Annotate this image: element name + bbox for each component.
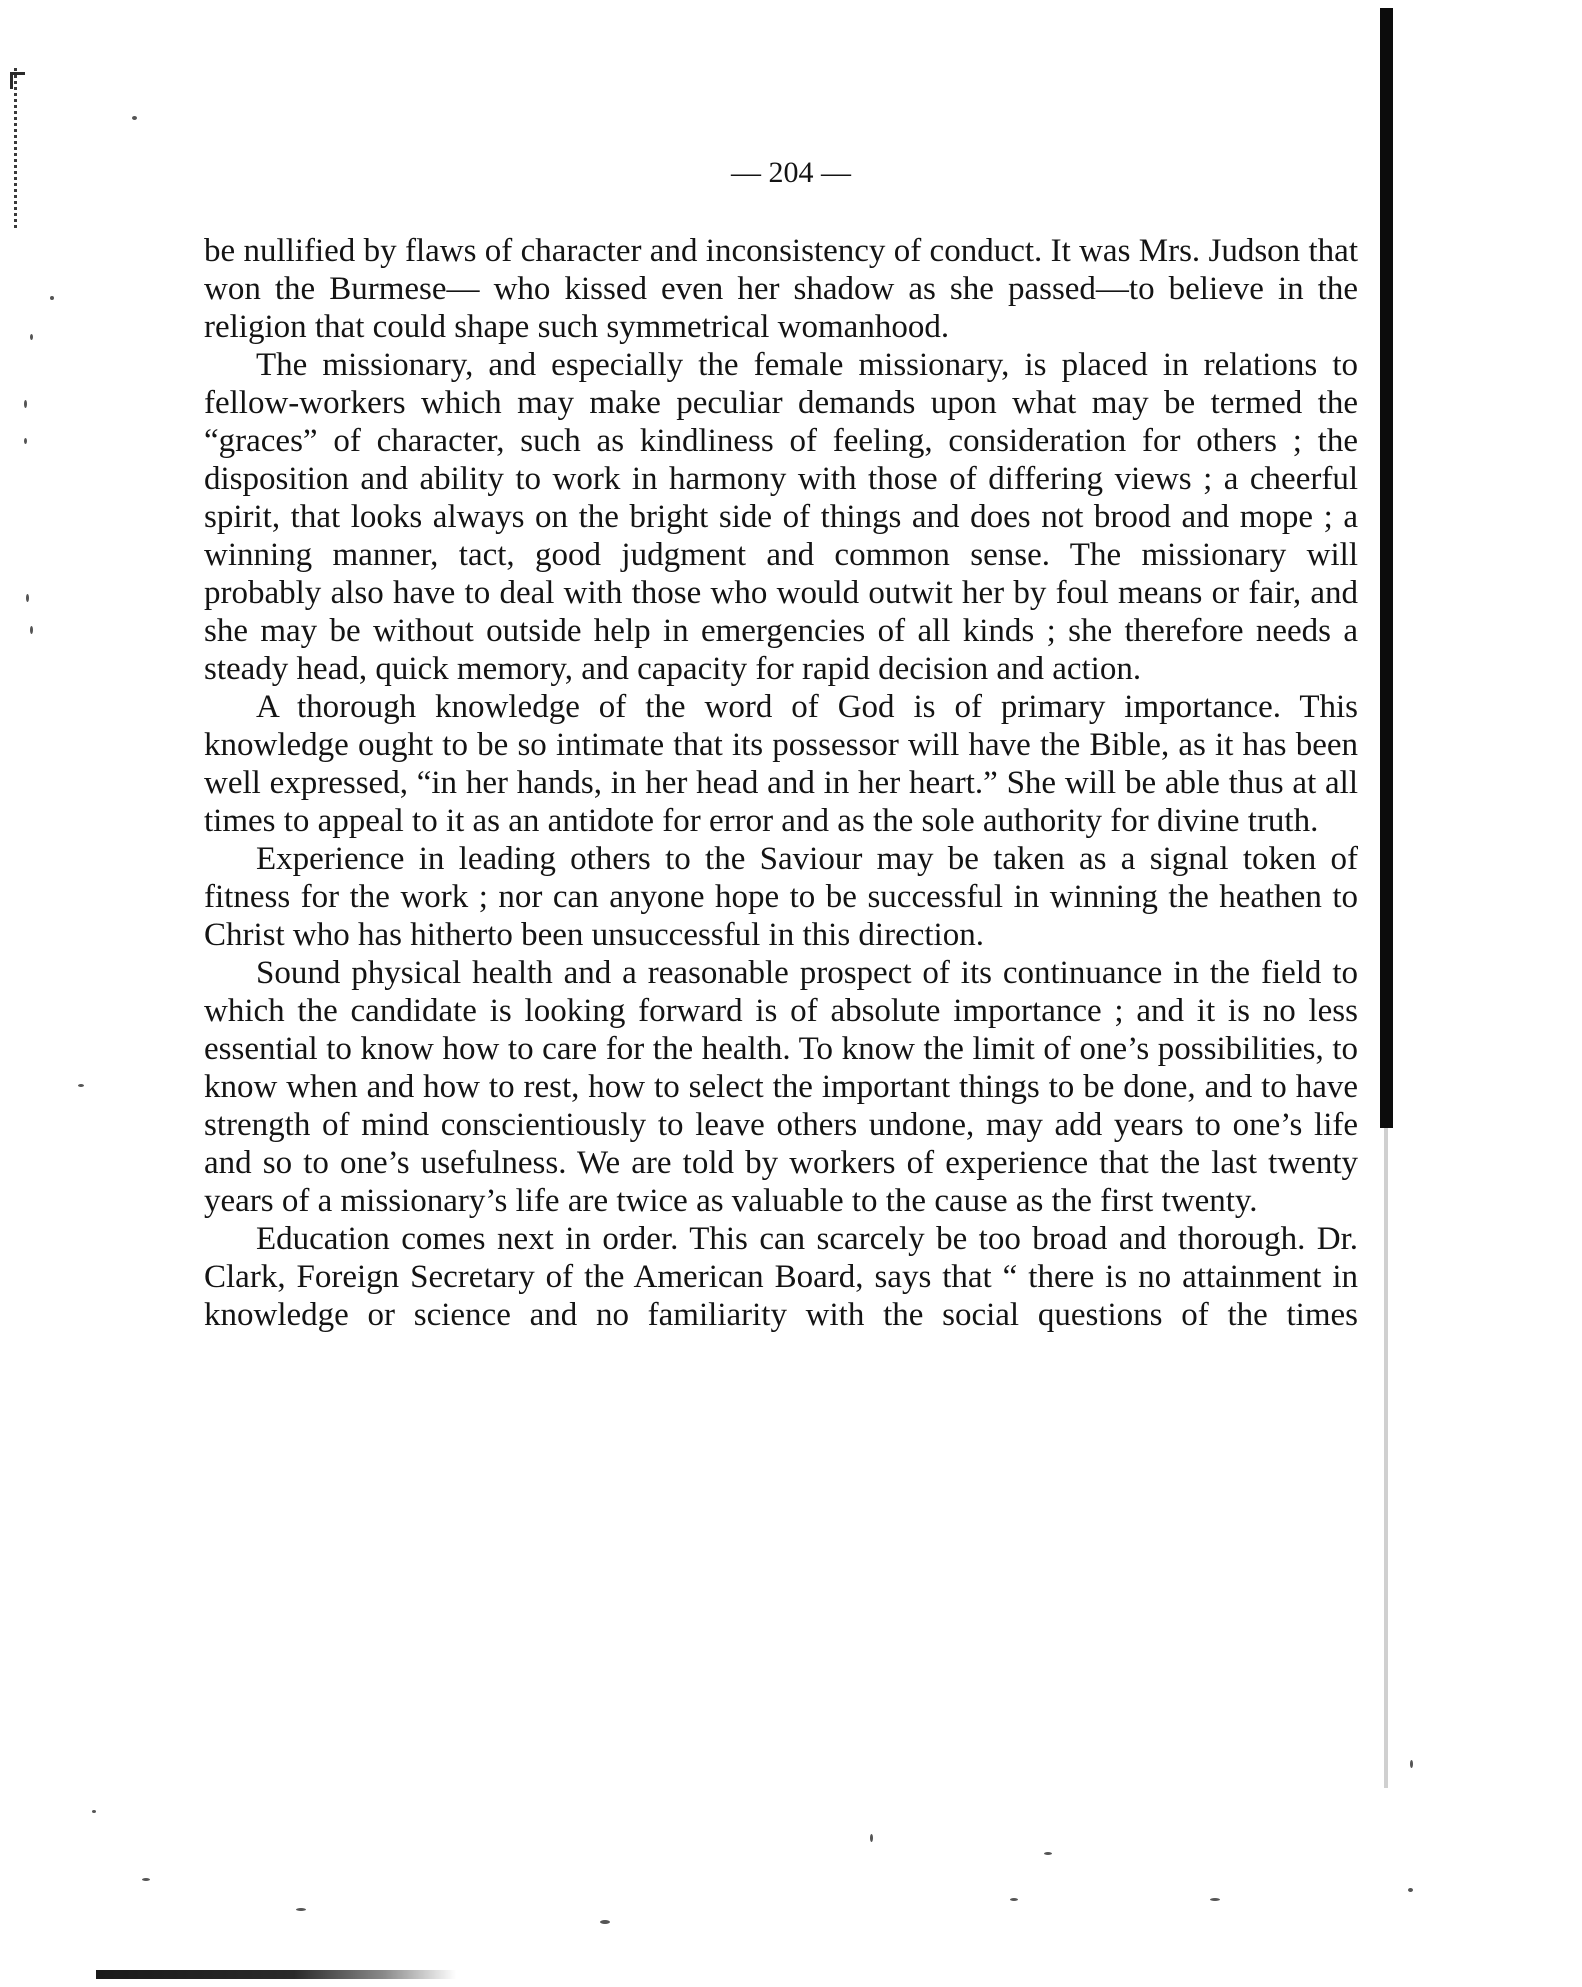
scan-speck [600, 1920, 610, 1924]
scan-speck [24, 400, 27, 408]
left-margin-mark [14, 68, 23, 228]
page-number: — 204 — [731, 156, 851, 189]
scan-speck [296, 1908, 306, 1911]
scan-speck [1010, 1898, 1018, 1901]
scan-speck [30, 626, 33, 634]
paragraph: be nullified by flaws of character and inconsistency of conduct. It was Mrs. Judson that won the Burmese— who kissed even her shadow as she passed—to believe in the religion that could shape such symmetrical womanhood. [204, 233, 1358, 345]
bottom-edge-shadow [96, 1970, 456, 1979]
paragraph: Experience in leading others to the Saviour may be taken as a signal token of fitness for the work ; nor can anyone hope to be successful in winning the heathen to Christ who has hitherto been unsuccessful in this direction. [204, 841, 1358, 953]
paragraph: Education comes next in order. This can scarcely be too broad and thorough. Dr. Clark, Foreign Secretary of the American Board, says that “ there is no attainment in knowledge or science and no familiarity with the social questions of the times [204, 1221, 1358, 1333]
scan-speck [870, 1834, 873, 1842]
scan-speck [1044, 1852, 1052, 1855]
scan-speck [78, 1084, 84, 1087]
scan-speck [26, 594, 29, 602]
scan-speck [50, 296, 54, 300]
scan-speck [132, 116, 137, 120]
binding-edge-faint [1384, 1128, 1388, 1788]
paragraph: A thorough knowledge of the word of God is of primary importance. This knowledge ought to be so intimate that its possessor will have the Bible, as it has been well expressed, “in her hands, in her head and in her heart.” She will be able thus at all times to appeal to it as an antidote for error and as the sole authority for divine truth. [204, 689, 1358, 839]
scan-speck [1408, 1888, 1413, 1892]
scan-speck [30, 334, 33, 340]
scan-speck [92, 1810, 96, 1813]
scan-speck [1210, 1898, 1220, 1901]
scan-speck [142, 1878, 150, 1881]
scan-speck [24, 438, 27, 444]
paragraph: The missionary, and especially the female missionary, is placed in relations to fellow-workers which may make peculiar demands upon what may be termed the “graces” of character, such as kindliness of feeling, consideration for others ; the disposition and ability to work in harmony with those of differing views ; a cheerful spirit, that looks always on the bright side of things and does not brood and mope ; a winning manner, tact, good judgment and common sense. The missionary will probably also have to deal with those who would outwit her by foul means or fair, and she may be without outside help in emergencies of all kinds ; she therefore needs a steady head, quick memory, and capacity for rapid decision and action. [204, 347, 1358, 687]
body-text [204, 232, 1358, 1334]
paragraph: Sound physical health and a reasonable prospect of its continuance in the field to which the candidate is looking forward is of absolute importance ; and it is no less essential to know how to care for the health. To know the limit of one’s possibilities, to know when and how to rest, how to select the important things to be done, and to have strength of mind conscientiously to leave others undone, may add years to one’s life and so to one’s usefulness. We are told by workers of experience that the last twenty years of a missionary’s life are twice as valuable to the cause as the first twenty. [204, 955, 1358, 1219]
scan-speck [1410, 1760, 1413, 1768]
